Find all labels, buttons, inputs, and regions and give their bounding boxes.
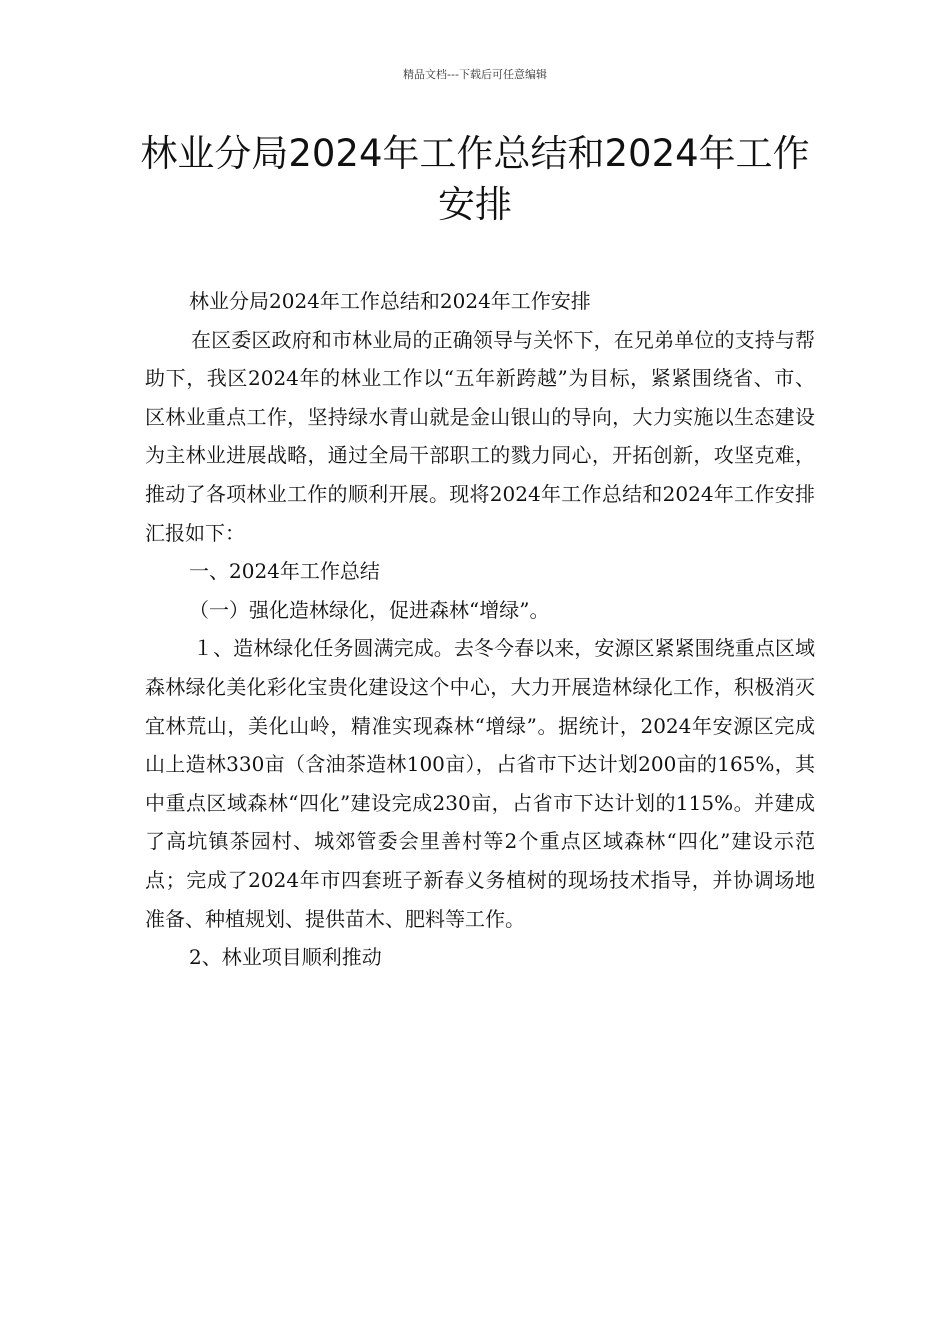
header-note: 精品文档---下载后可任意编辑 xyxy=(403,68,547,81)
section-heading: 一、2024年工作总结 xyxy=(189,559,380,584)
item-heading-2: 2、林业项目顺利推动 xyxy=(189,945,382,970)
document-title: 林业分局2024年工作总结和2024年工作安排 xyxy=(140,132,810,226)
item-paragraph-1: １、造林绿化任务圆满完成。去冬今春以来，安源区紧紧围绕重点区域森林绿化美化彩化宝贵化建设这个中心，大力开展造林绿化工作，积极消灭宜林荒山，美化山岭，精准实现森林“增绿”。据统计，2024年安源区完成山上造林330亩（含油茶造林100亩），占省市下达计划200亩的165%，其中重点区域森林“四化”建设完成230亩，占省市下达计划的115%。并建成了高坑镇茶园村、城郊管委会里善村等2个重点区域森林“四化”建设示范点；完成了2024年市四套班子新春义务植树的现场技术指导，并协调场地准备、种植规划、提供苗木、肥料等工作。 xyxy=(145,636,815,931)
intro-paragraph: 在区委区政府和市林业局的正确领导与关怀下，在兄弟单位的支持与帮助下，我区2024年的林业工作以“五年新跨越”为目标，紧紧围绕省、市、区林业重点工作，坚持绿水青山就是金山银山的导向，大力实施以生态建设为主林业进展战略，通过全局干部职工的戮力同心，开拓创新，攻坚克难，推动了各项林业工作的顺利开展。现将2024年工作总结和2024年工作安排汇报如下： xyxy=(145,327,815,545)
document-subtitle: 林业分局2024年工作总结和2024年工作安排 xyxy=(189,289,591,313)
document-body xyxy=(145,282,815,977)
subsection-heading: （一）强化造林绿化，促进森林“增绿”。 xyxy=(189,597,550,622)
